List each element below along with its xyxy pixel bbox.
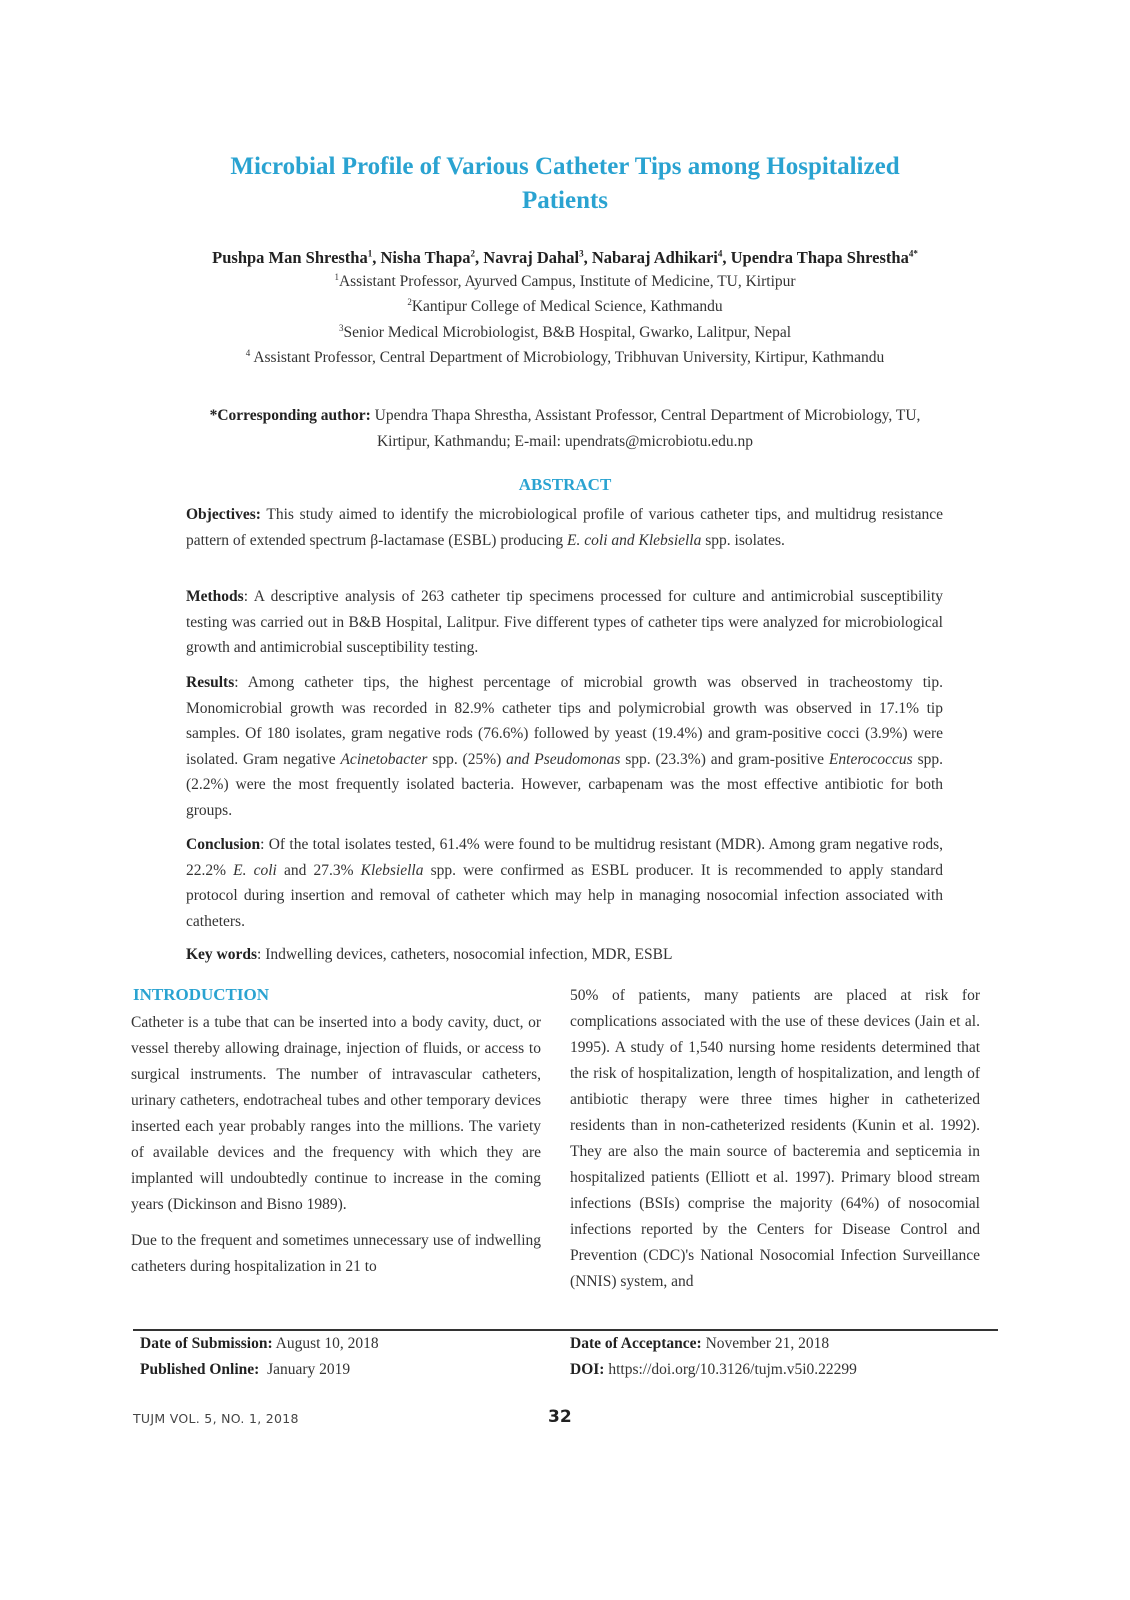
submission-label: Date of Submission:: [140, 1335, 273, 1352]
affil-text: Assistant Professor, Ayurved Campus, Institute of Medicine, TU, Kirtipur: [338, 273, 796, 290]
acceptance-label: Date of Acceptance:: [570, 1335, 702, 1352]
doi: [570, 1357, 857, 1383]
author-name: Nabaraj Adhikari: [591, 248, 718, 267]
affil-sup: 3: [338, 322, 344, 333]
affil-text: Kantipur College of Medical Science, Kathmandu: [411, 298, 723, 315]
journal-footer: TUJM VOL. 5, NO. 1, 2018: [133, 1411, 299, 1426]
corresponding-contact[interactable]: Kirtipur, Kathmandu; E-mail: upendrats@microbiotu.edu.np: [376, 433, 754, 450]
abstract-results: [186, 670, 943, 823]
author-sup: 2: [470, 248, 476, 259]
acceptance-date: [570, 1331, 829, 1357]
title-line-1: Microbial Profile of Various Catheter Tips among Hospitalized: [230, 153, 900, 180]
methods-text: : A descriptive analysis of 263 catheter tip specimens processed for culture and antimicrobial susceptibility testing was carried out in B&B Hospital, Lalitpur. Five different types of catheter tips were analyzed for microbiological growth and antimicrobial susceptibility testing.: [186, 588, 943, 656]
affil-sup: 1: [334, 271, 339, 282]
intro-paragraph: 50% of patients, many patients are placed at risk for complications associated with the use of these devices (Jain et al. 1995). A study of 1,540 nursing home residents determined that the risk of hospitalization, length of hospitalization, and length of antibiotic therapy were three times higher in catheterized residents than in non-catheterized residents (Kunin et al. 1992). They are also the main source of bacteremia and septicemia in hospitalized patients (Elliott et al. 1997). Primary blood stream infections (BSIs) comprise the majority (64%) of nosocomial infections reported by the Centers for Disease Control and Prevention (CDC)'s National Nosocomial Infection Surveillance (NNIS) system, and: [570, 987, 980, 1290]
affiliation-1: [100, 273, 1030, 291]
results-text: spp. (25%): [427, 750, 507, 768]
results-text: spp. (2.2%) were the most frequently isolated bacteria. However, carbapenam was the most effective antibiotic for both groups.: [186, 750, 943, 819]
abstract-conclusion: [186, 832, 943, 934]
abstract-objectives: [186, 502, 943, 553]
keywords-label: Key words: [186, 946, 258, 963]
paper-title: [120, 150, 1010, 218]
author-sup: 4: [717, 248, 723, 259]
abstract-methods: [186, 584, 943, 661]
conclusion-text: : Of the total isolates tested, 61.4% were found to be multidrug resistant (MDR). Among gram negative rods, 22.2%: [186, 836, 943, 879]
introduction-heading: INTRODUCTION: [133, 985, 270, 1004]
results-text: : Among catheter tips, the highest percentage of microbial growth was observed in tracheostomy tip. Monomicrobial growth was recorded in 82.9% catheter tips and polymicrobial growth was observed in 17.1% tip samples. Of 180 isolates, gram negative rods (76.6%) followed by yeast (19.4%) and gram-positive cocci (3.9%) were isolated. Gram negative: [186, 674, 943, 768]
results-label: Results: [186, 674, 235, 691]
methods-label: Methods: [186, 588, 244, 605]
author-name: Nisha Thapa: [380, 248, 471, 267]
results-text: spp. (23.3%) and gram-positive: [620, 750, 829, 768]
results-italic: and Pseudomonas: [506, 750, 621, 768]
doi-link[interactable]: https://doi.org/10.3126/tujm.v5i0.22299: [604, 1361, 857, 1378]
affil-text: Assistant Professor, Central Department of Microbiology, Tribhuvan University, Kirtipur, Kathmandu: [250, 349, 885, 366]
published-value: January 2019: [259, 1361, 351, 1378]
intro-paragraph: Due to the frequent and sometimes unnecessary use of indwelling catheters during hospitalization in 21 to: [131, 1232, 541, 1275]
objectives-text-end: spp. isolates.: [701, 531, 785, 549]
conclusion-italic: Klebsiella: [360, 861, 424, 879]
conclusion-text: spp. were confirmed as ESBL producer. It is recommended to apply standard protocol during insertion and removal of catheter which may help in managing nosocomial infection associated with catheters.: [186, 861, 943, 930]
page-number: 32: [548, 1407, 572, 1427]
affil-sup: 4: [245, 347, 251, 358]
results-italic: Acinetobacter: [340, 750, 428, 768]
affiliation-4: [100, 349, 1030, 367]
affiliation-3: [100, 324, 1030, 342]
affil-text: Senior Medical Microbiologist, B&B Hospital, Gwarko, Lalitpur, Nepal: [343, 324, 792, 341]
conclusion-label: Conclusion: [186, 836, 261, 853]
published-label: Published Online:: [140, 1361, 260, 1378]
title-line-2: Patients: [521, 187, 609, 214]
doi-label: DOI:: [570, 1361, 605, 1378]
corresponding-author: [120, 403, 1010, 455]
intro-right-column: [570, 983, 980, 1305]
corresponding-text: Upendra Thapa Shrestha, Assistant Professor, Central Department of Microbiology, TU,: [370, 407, 921, 424]
submission-value: August 10, 2018: [272, 1335, 379, 1352]
objectives-italic: E. coli and Klebsiella: [567, 531, 702, 549]
author-name: Pushpa Man Shrestha: [212, 248, 368, 267]
abstract-keywords: [186, 942, 943, 968]
affiliation-2: [100, 298, 1030, 316]
author-sup: 3: [579, 248, 584, 259]
author-sup: 1: [367, 248, 373, 259]
abstract-heading: ABSTRACT: [518, 475, 612, 494]
objectives-text: This study aimed to identify the microbiological profile of various catheter tips, and multidrug resistance pattern of extended spectrum β-lactamase (ESBL) producing: [186, 506, 943, 549]
author-name: Navraj Dahal: [483, 248, 580, 267]
conclusion-text: and 27.3%: [276, 861, 361, 879]
acceptance-value: November 21, 2018: [701, 1335, 830, 1352]
objectives-label: Objectives:: [186, 506, 261, 523]
submission-date: [140, 1331, 379, 1357]
intro-left-column: [131, 1010, 541, 1290]
author-name: Upendra Thapa Shrestha: [730, 248, 909, 267]
results-italic: Enterococcus: [828, 750, 913, 768]
author-list: Pushpa Man Shrestha$^1$, Nisha Thapa$^2$, Navraj Dahal$^3$, Nabaraj Adhikari$^4$, Upendra Thapa Shrestha$^{4*}$: [212, 248, 918, 267]
corresponding-label: *Corresponding author:: [209, 407, 371, 424]
intro-paragraph: Catheter is a tube that can be inserted into a body cavity, duct, or vessel thereby allowing drainage, injection of fluids, or access to surgical instruments. The number of intravascular catheters, urinary catheters, endotracheal tubes and other temporary devices inserted each year probably ranges into the millions. The variety of available devices and the frequency with which they are implanted will undoubtedly continue to increase in the coming years (Dickinson and Bisno 1989).: [131, 1014, 541, 1213]
author-sup: 4*: [908, 248, 918, 259]
keywords-text: : Indwelling devices, catheters, nosocomial infection, MDR, ESBL: [257, 946, 673, 963]
published-date: [140, 1357, 350, 1383]
affil-sup: 2: [407, 296, 412, 307]
conclusion-italic: E. coli: [233, 861, 277, 879]
